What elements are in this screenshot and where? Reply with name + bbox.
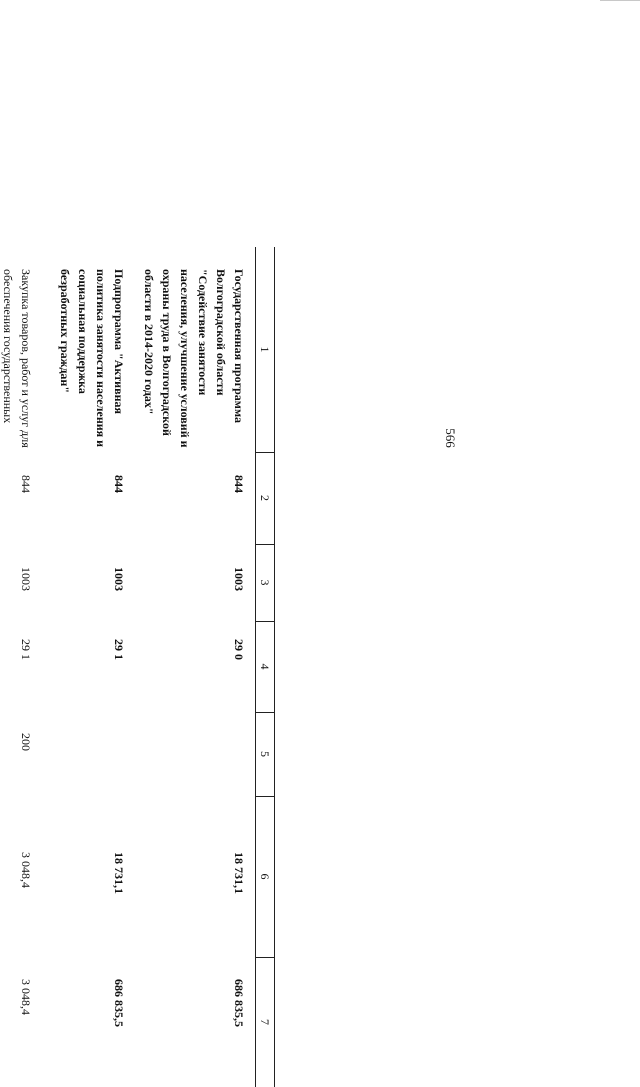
row-col-2: 844	[19, 475, 33, 493]
row-col-7: 686 835,5	[232, 979, 246, 1027]
budget-table	[0, 247, 275, 1087]
header-col-2: 2	[258, 495, 272, 501]
header-col-6: 6	[258, 873, 272, 880]
row-col-3: 1003	[19, 567, 33, 591]
row-col-6: 3 048,4	[19, 852, 33, 888]
row-col-4: 29 1	[112, 639, 126, 660]
row-col-4: 29 0	[232, 639, 246, 660]
row-col-3: 1003	[232, 567, 246, 591]
header-col-4: 4	[258, 663, 272, 670]
row-col-2: 844	[112, 475, 126, 493]
row-col-6: 18 731,1	[232, 852, 246, 894]
header-col-3: 3	[258, 579, 272, 586]
row-name: Подпрограмма "Активная политика занятости населения и социальная поддержка безработных граждан"	[58, 269, 126, 448]
row-col-3: 1003	[112, 567, 126, 591]
header-col-7: 7	[258, 1019, 272, 1025]
row-col-2: 844	[232, 475, 246, 493]
row-col-6: 18 731,1	[112, 852, 126, 894]
page-number: 566	[443, 428, 458, 448]
row-col-7: 686 835,5	[112, 979, 126, 1027]
row-col-4: 29 1	[19, 639, 33, 660]
row-col-5: 200	[19, 733, 33, 751]
scan-edge-mark	[600, 0, 640, 1]
header-col-5: 5	[258, 751, 272, 757]
row-name: Государственная программа Волгоградской области "Содействие занятости населения, улучшение условий и охраны труда в Волгоградской области в 2014-2020 годах"	[142, 269, 246, 448]
row-name: Закупка товаров, работ и услуг для обеспечения государственных	[1, 269, 33, 448]
table-header-row	[255, 247, 275, 1087]
row-col-7: 3 048,4	[19, 979, 33, 1015]
header-col-1: 1	[258, 346, 272, 353]
